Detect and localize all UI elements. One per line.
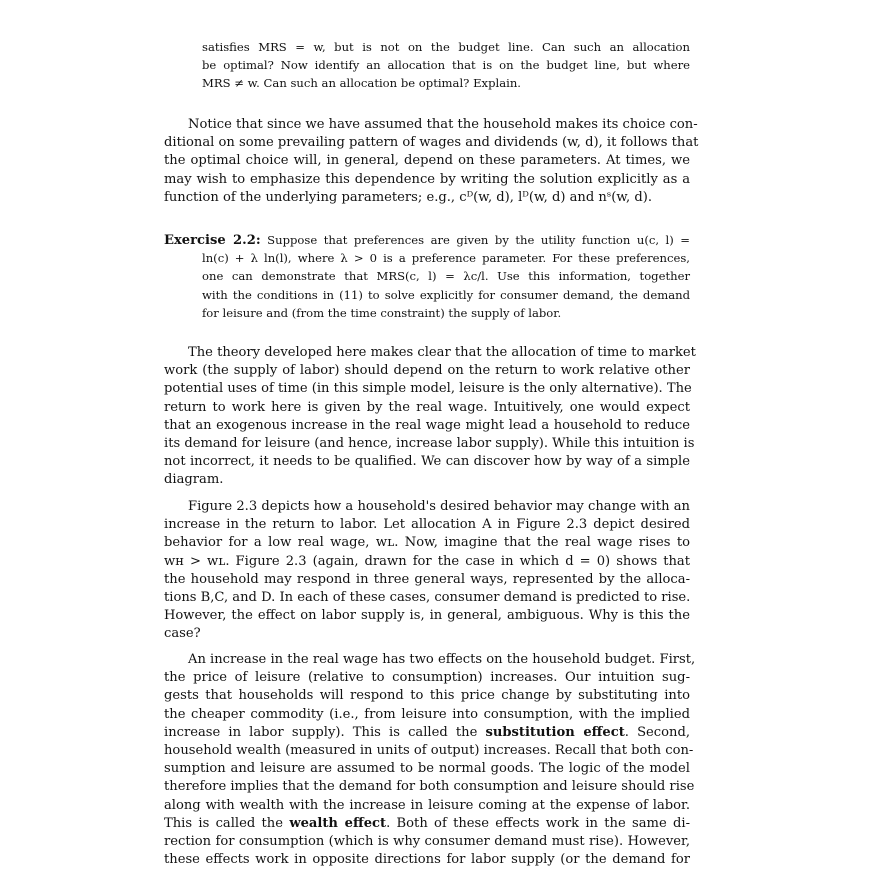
text-fragment: increase in labor supply). This is called the	[164, 724, 486, 740]
text-fragment: This is called the	[164, 815, 290, 831]
text-line: potential uses of time (in this simple model, leisure is the only alternative). The	[164, 381, 692, 397]
text-line	[164, 815, 690, 833]
text-line: the cheaper commodity (i.e., from leisure into consumption, with the implied	[164, 706, 690, 722]
text-line: MRS ≠ w. Can such an allocation be optimal? Explain.	[202, 76, 521, 91]
text-line: The theory developed here makes clear that the allocation of time to market	[188, 345, 696, 360]
exercise-first-line	[164, 231, 690, 249]
text-line: Notice that since we have assumed that the household makes its choice con-	[188, 117, 698, 132]
text-line: function of the underlying parameters; e.g., cᴰ(w, d), lᴰ(w, d) and nˢ(w, d).	[164, 189, 652, 205]
text-line: However, the effect on labor supply is, in general, ambiguous. Why is this the	[164, 608, 690, 624]
text-line: sumption and leisure are assumed to be normal goods. The logic of the model	[164, 761, 690, 777]
term-wealth-effect: wealth effect	[289, 815, 387, 831]
exercise-text: Suppose that preferences are given by the utility function u(c, l) =	[267, 233, 690, 247]
text-line: that an exogenous increase in the real wage might lead a household to reduce	[164, 417, 690, 433]
exercise-continuation	[164, 38, 690, 93]
text-fragment: . Second,	[624, 724, 690, 740]
paragraph-theory	[164, 344, 696, 490]
text-line: diagram.	[164, 472, 224, 488]
text-line: behavior for a low real wage, wʟ. Now, imagine that the real wage rises to	[164, 535, 690, 551]
text-line: ln(c) + λ ln(l), where λ > 0 is a preference parameter. For these preferences,	[202, 251, 690, 266]
text-line: tions B,C, and D. In each of these cases, consumer demand is predicted to rise.	[164, 589, 691, 605]
text-line: be optimal? Now identify an allocation that is on the budget line, but where	[202, 58, 690, 73]
text-line: for leisure and (from the time constraint) the supply of labor.	[202, 305, 562, 320]
text-line	[164, 724, 690, 742]
text-line: rection for consumption (which is why consumer demand must rise). However,	[164, 833, 690, 849]
text-line: satisfies MRS = w, but is not on the budget line. Can such an allocation	[202, 40, 690, 54]
text-line: the price of leisure (relative to consumption) increases. Our intuition sug-	[164, 670, 690, 686]
text-line: increase in the return to labor. Let allocation A in Figure 2.3 depict desired	[164, 517, 690, 533]
text-line: with the conditions in (11) to solve explicitly for consumer demand, the demand	[202, 287, 690, 302]
paragraph-wage-effects	[164, 651, 696, 869]
text-line: its demand for leisure (and hence, increase labor supply). While this intuition is	[164, 435, 695, 451]
exercise-2-2	[164, 231, 690, 322]
text-line: therefore implies that the demand for both consumption and leisure should rise	[164, 779, 695, 795]
text-line: along with wealth with the increase in leisure coming at the expense of labor.	[164, 797, 690, 813]
term-substitution-effect: substitution effect	[485, 724, 625, 740]
text-line: gests that households will respond to this price change by substituting into	[164, 688, 690, 704]
text-line: case?	[164, 626, 201, 642]
text-line: work (the supply of labor) should depend on the return to work relative other	[164, 363, 690, 379]
text-line: these effects work in opposite directions for labor supply (or the demand for	[164, 852, 690, 868]
text-line: wʜ > wʟ. Figure 2.3 (again, drawn for the case in which d = 0) shows that	[164, 553, 690, 569]
exercise-label: Exercise 2.2:	[164, 233, 261, 248]
text-line: not incorrect, it needs to be qualified. We can discover how by way of a simple	[164, 454, 690, 470]
text-line: household wealth (measured in units of output) increases. Recall that both con-	[164, 742, 694, 758]
text-line: ditional on some prevailing pattern of wages and dividends (w, d), it follows that	[164, 135, 699, 151]
text-line: the household may respond in three general ways, represented by the alloca-	[164, 571, 690, 587]
text-line: An increase in the real wage has two effects on the household budget. First,	[188, 652, 696, 667]
text-line: the optimal choice will, in general, depend on these parameters. At times, we	[164, 153, 690, 169]
paragraph-figure-2-3	[164, 498, 690, 644]
text-line: Figure 2.3 depicts how a household's desired behavior may change with an	[188, 499, 690, 514]
text-fragment: . Both of these effects work in the same di-	[386, 815, 690, 831]
text-line: return to work here is given by the real wage. Intuitively, one would expect	[164, 399, 690, 415]
text-line: one can demonstrate that MRS(c, l) = λc/l. Use this information, together	[202, 269, 690, 284]
text-line: may wish to emphasize this dependence by writing the solution explicitly as a	[164, 171, 690, 187]
paragraph-optimal-choice	[164, 116, 699, 207]
